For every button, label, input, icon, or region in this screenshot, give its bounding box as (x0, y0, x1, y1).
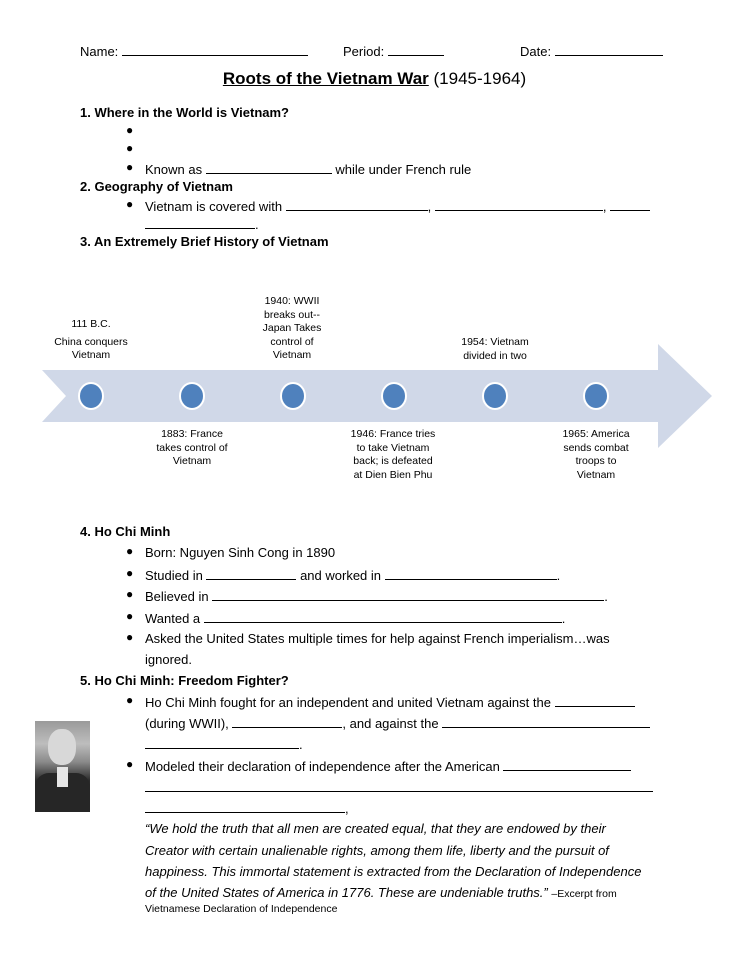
modeled-line: Modeled their declaration of independence after the American (145, 758, 631, 775)
wanted-blank[interactable] (204, 610, 562, 623)
bullet-icon: ● (126, 609, 134, 623)
geography-blank-1[interactable] (286, 198, 428, 211)
born-line: Born: Nguyen Sinh Cong in 1890 (145, 545, 336, 560)
modeled-blank-2[interactable] (145, 779, 653, 792)
bullet-icon: ● (126, 587, 134, 601)
studied-blank[interactable] (206, 567, 296, 580)
timeline-event-1946: 1946: France tries to take Vietnam back; is defeated at Dien Bien Phu (350, 428, 436, 481)
bullet-icon: ● (126, 544, 134, 558)
period-field[interactable] (343, 43, 444, 60)
modeled-line-2 (145, 779, 653, 796)
bullet-icon: ● (126, 123, 134, 137)
bullet-icon: ● (126, 757, 134, 771)
title-main: Roots of the Vietnam War (222, 69, 429, 88)
believed-line: Believed in . (145, 589, 608, 604)
fought-blank-1[interactable] (555, 694, 635, 707)
name-label: Name: (80, 44, 119, 59)
timeline-dot (180, 383, 204, 409)
fought-line-1: Ho Chi Minh fought for an independent and united Vietnam against the (145, 694, 635, 711)
quote-line-2: Creator with certain unalienable rights, among them life, liberty and the pursuit of (145, 843, 609, 858)
fought-line-3: . (145, 736, 303, 753)
geography-line: Vietnam is covered with , , (145, 198, 650, 215)
geography-blank-3b[interactable] (145, 216, 255, 229)
quote-line-1: “We hold the truth that all men are created equal, that they are endowed by their (145, 821, 606, 836)
section5-heading: 5. Ho Chi Minh: Freedom Fighter? (80, 673, 289, 688)
period-label: Period: (343, 44, 385, 59)
asked-line-2: ignored. (145, 652, 192, 667)
bullet-icon: ● (126, 566, 134, 580)
timeline-dot (483, 383, 507, 409)
quote-line-3: happiness. This immortal statement is extracted from the Declaration of Independence (145, 864, 642, 879)
studied-line: Studied in and worked in . (145, 568, 561, 583)
asked-line-1: Asked the United States multiple times for help against French imperialism…was (145, 631, 610, 646)
section4-heading: 4. Ho Chi Minh (80, 524, 171, 539)
fought-blank-3[interactable] (442, 715, 650, 728)
bullet-icon: ● (126, 197, 134, 211)
fought-line-2: (during WWII), , and against the (145, 715, 650, 732)
known-as-line: Known as while under French rule (145, 162, 472, 177)
timeline-event-1965: 1965: America sends combat troops to Vietnam (562, 428, 630, 481)
title-years: (1945-1964) (433, 69, 527, 88)
portrait-photo (35, 721, 90, 812)
quote-line-4: of the United States of America in 1776. These are undeniable truths.” –Excerpt from (145, 885, 617, 900)
date-label: Date: (520, 44, 552, 59)
name-field[interactable] (80, 43, 308, 60)
section3-heading: 3. An Extremely Brief History of Vietnam (80, 234, 329, 249)
fought-blank-2[interactable] (232, 715, 342, 728)
modeled-blank-3[interactable] (145, 800, 345, 813)
bullet-icon: ● (126, 693, 134, 707)
worked-blank[interactable] (385, 567, 557, 580)
wanted-line: Wanted a . (145, 611, 566, 626)
timeline-event-111bc: 111 B.C. China conquers Vietnam (54, 318, 128, 361)
modeled-line-3: , (145, 800, 349, 817)
geography-line-2: . (145, 216, 259, 233)
timeline-dot (79, 383, 103, 409)
modeled-blank-1[interactable] (503, 758, 631, 771)
bullet-icon: ● (126, 630, 134, 644)
date-field[interactable] (520, 43, 663, 60)
timeline-dot (584, 383, 608, 409)
geography-blank-3[interactable] (610, 198, 650, 211)
timeline-event-1954: 1954: Vietnam divided in two (461, 336, 529, 362)
geography-blank-2[interactable] (435, 198, 603, 211)
timeline-event-1940: 1940: WWII breaks out--Japan Takes control of Vietnam (262, 295, 322, 361)
timeline-dot (382, 383, 406, 409)
section2-heading: 2. Geography of Vietnam (80, 179, 233, 194)
section1-heading: 1. Where in the World is Vietnam? (80, 105, 290, 120)
fought-blank-4[interactable] (145, 736, 299, 749)
bullet-icon: ● (126, 160, 134, 174)
bullet-icon: ● (126, 141, 134, 155)
believed-blank[interactable] (212, 588, 604, 601)
known-as-blank[interactable] (206, 161, 332, 174)
page-title (0, 68, 749, 90)
timeline-dot (281, 383, 305, 409)
timeline-event-1883: 1883: France takes control of Vietnam (156, 428, 228, 467)
quote-source: Vietnamese Declaration of Independence (145, 903, 338, 915)
